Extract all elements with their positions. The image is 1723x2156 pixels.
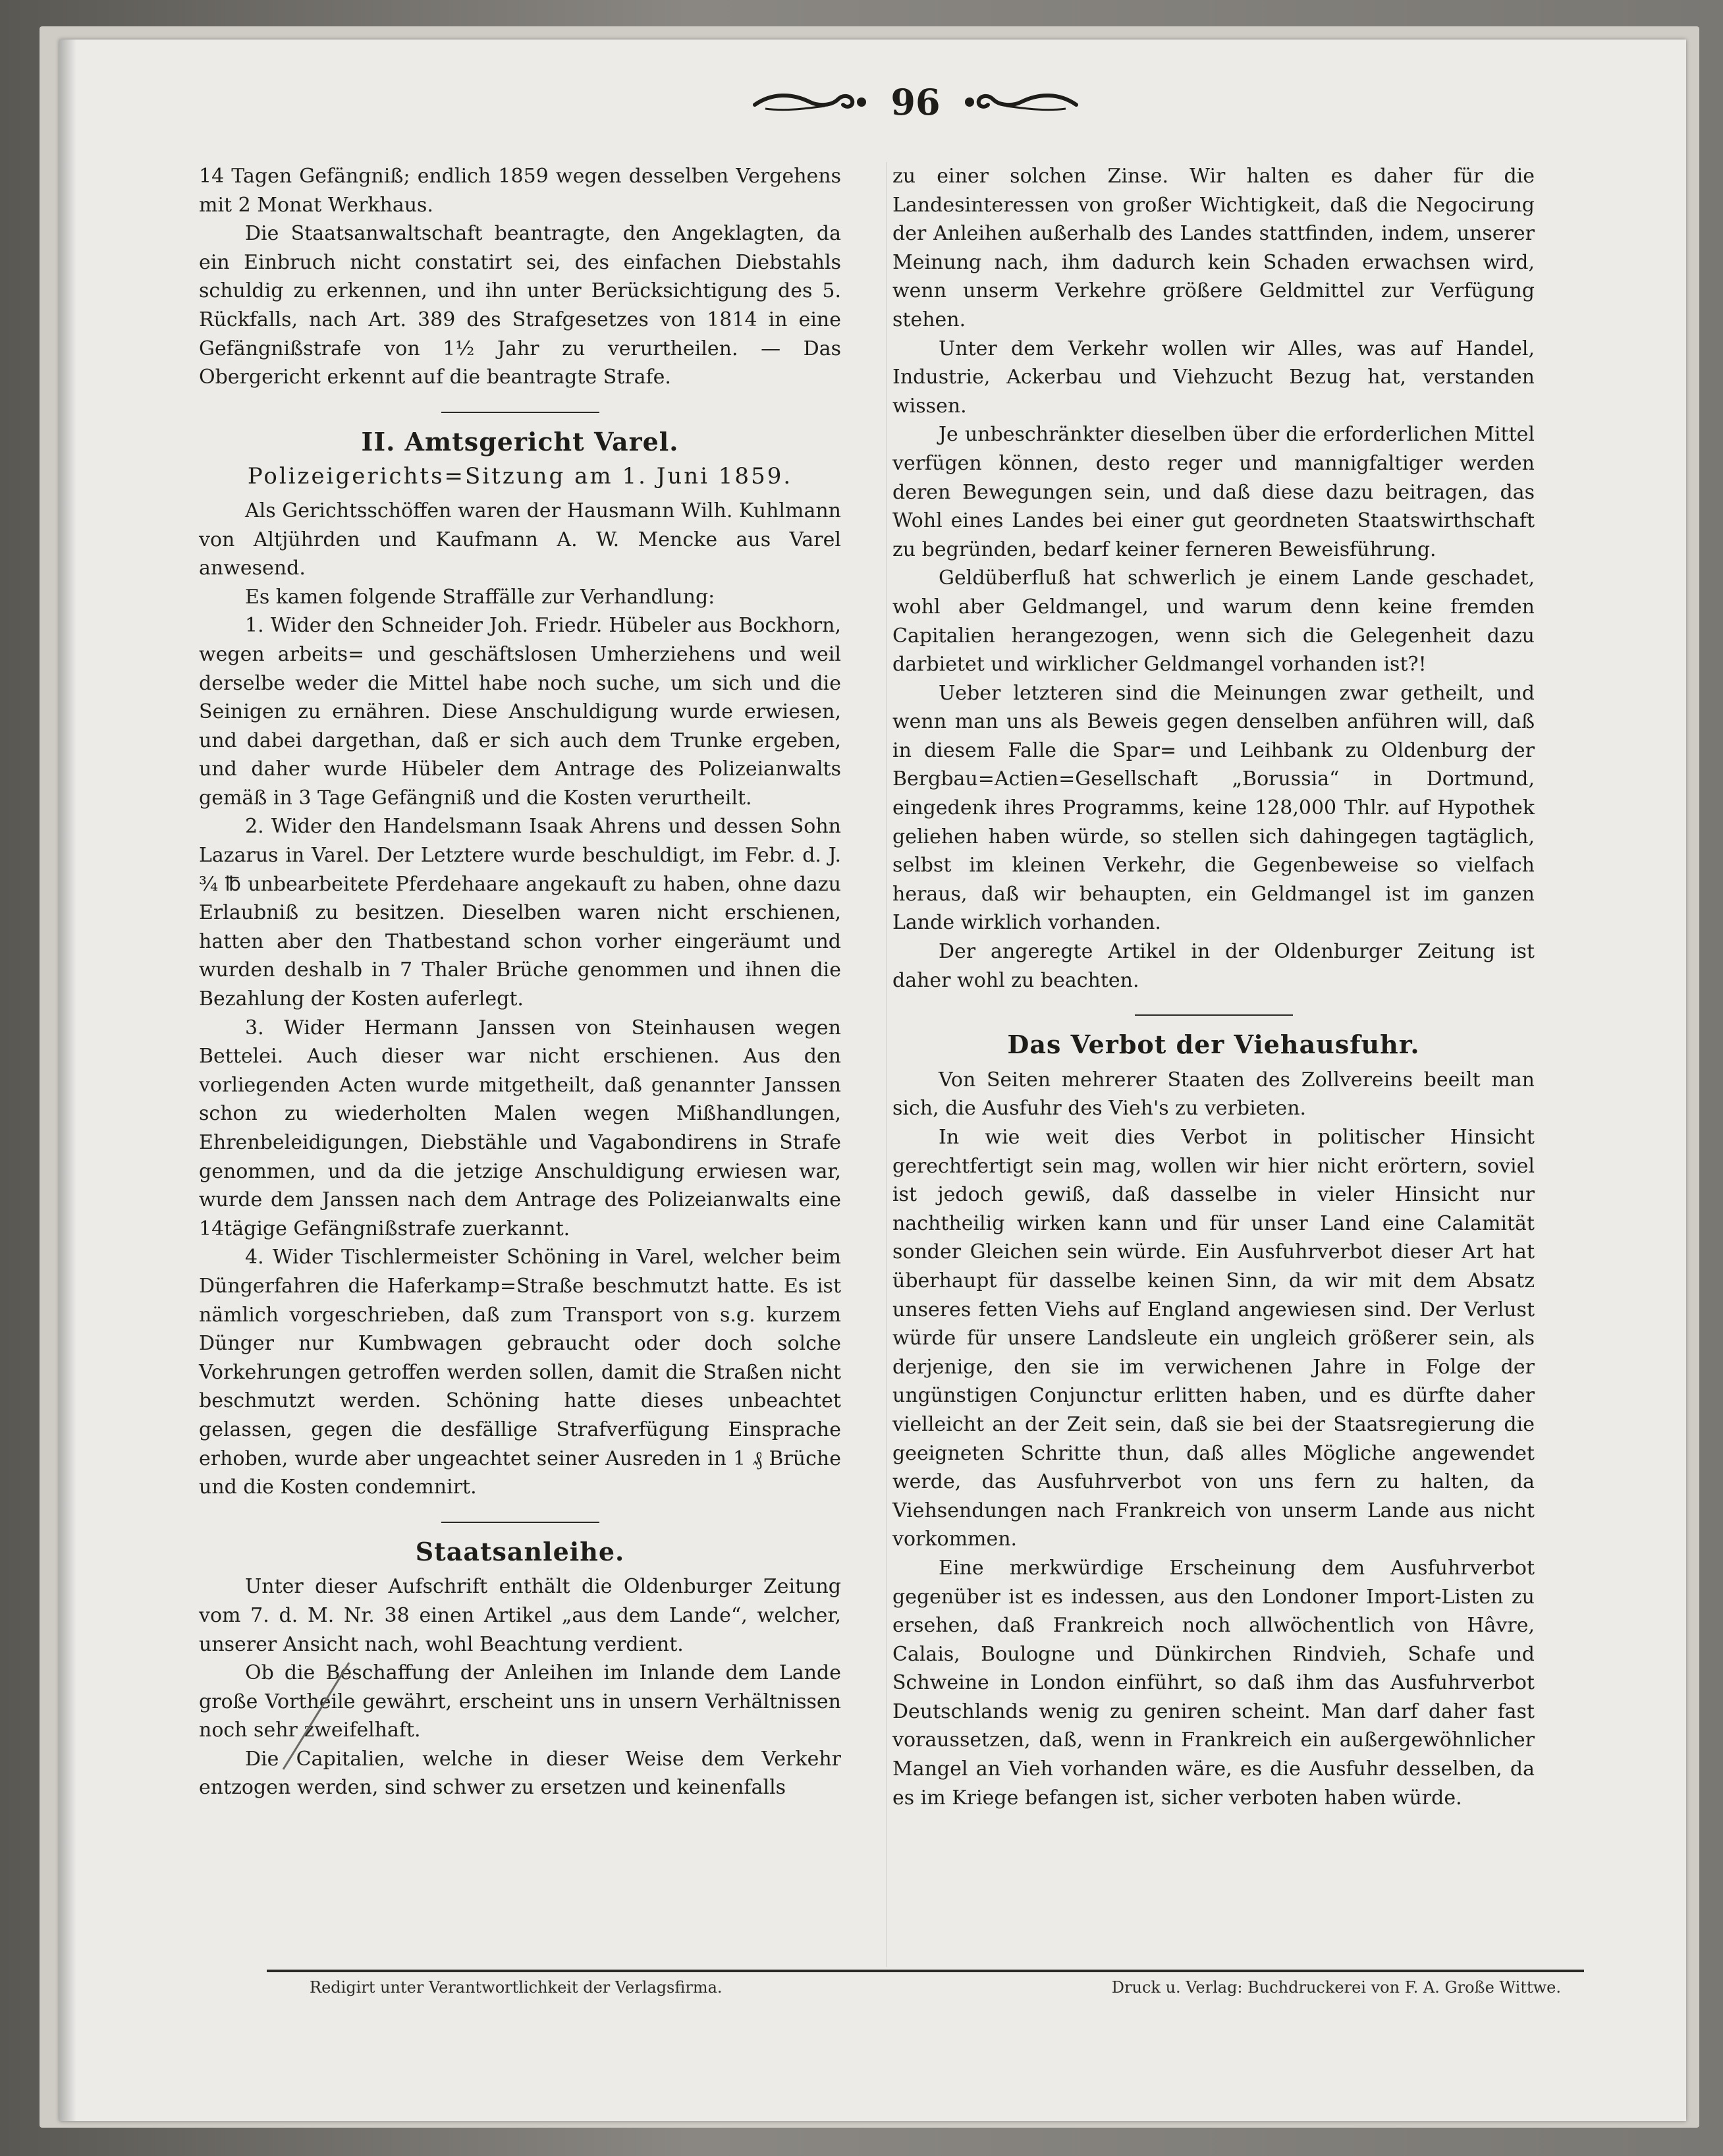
paragraph: Ob die Beschaffung der Anleihen im Inlande dem Lande große Vortheile gewährt, erscheint uns in unsern Verhältnissen noch sehr zweifelhaft. [199, 1661, 841, 1742]
paragraph: Je unbeschränkter dieselben über die erforderlichen Mittel verfügen können, desto reger und mannigfaltiger werden deren Bewegungen sein, und daß diese dazu beitragen, das Wohl eines Landes bei einer gut geordneten Staatswirthschaft zu begründen, bedarf keiner ferneren Beweisführung. [892, 423, 1535, 561]
section-divider [441, 412, 599, 413]
page-edge-shadow [59, 40, 76, 2121]
paragraph: Unter dieser Aufschrift enthält die Oldenburger Zeitung vom 7. d. M. Nr. 38 einen Artikel „aus dem Lande“, welcher, unserer Ansicht nach, wohl Beachtung verdient. [199, 1575, 841, 1656]
page-number: 96 [890, 81, 941, 123]
left-column [199, 162, 841, 1802]
paragraph: Eine merkwürdige Erscheinung dem Ausfuhrverbot gegenüber ist es indessen, aus den Londoner Import-Listen zu ersehen, daß Frankreich noch allwöchentlich von Hâvre, Calais, Boulogne und Dünkirchen Rindvieh, Schafe und Schweine in London einführt, so daß ihm das Ausfuhrverbot Deutschlands wenig zu geniren scheint. Man darf daher fast voraussetzen, daß, wenn in Frankreich ein außergewöhnlicher Mangel an Vieh vorhanden wäre, es die Ausfuhr desselben, da es im Kriege befangen ist, sicher verboten haben würde. [892, 1556, 1535, 1810]
paragraph: Geldüberfluß hat schwerlich je einem Lande geschadet, wohl aber Geldmangel, und warum denn keine fremden Capitalien herangezogen, wenn sich die Gelegenheit dazu darbietet und wirklicher Geldmangel vorhanden ist?! [892, 567, 1535, 677]
page-header [731, 66, 1100, 138]
section-heading: II. Amtsgericht Varel. [361, 426, 679, 456]
paragraph: Die Capitalien, welche in dieser Weise dem Verkehr entzogen werden, sind schwer zu ersetzen und keinenfalls [199, 1747, 841, 1800]
footer-rule [267, 1970, 1584, 1972]
column-divider [886, 162, 887, 1967]
paragraph: In wie weit dies Verbot in politischer Hinsicht gerechtfertigt sein mag, wollen wir hier nicht erörtern, soviel ist jedoch gewiß, daß dasselbe in vieler Hinsicht nur nachtheilig wirken kann und für unser Land eine Calamität sonder Gleichen sein würde. Ein Ausfuhrverbot dieser Art hat überhaupt für dasselbe keinen Sinn, da wir mit dem Absatz unseres fetten Viehs auf England angewiesen sind. Der Verlust würde für unsere Landsleute ein ungleich größerer sein, als derjenige, den sie im verwichenen Jahre in Folge der ungünstigen Conjunctur erlitten haben, und es dürfte daher vielleicht an der Zeit sein, daß sie bei der Staatsregierung die geeigneten Schritte thun, daß alles Mögliche angewendet werde, das Ausfuhrverbot von uns fern zu halten, da Viehsendungen nach Frankreich von unserm Lande aus nicht vorkommen. [892, 1126, 1535, 1551]
right-column [892, 162, 1535, 1812]
paragraph: Von Seiten mehrerer Staaten des Zollvereins beeilt man sich, die Ausfuhr des Vieh's zu verbieten. [892, 1068, 1535, 1120]
editorial-note: Redigirt unter Verantwortlichkeit der Verlagsfirma. [310, 1978, 723, 1997]
section-divider [441, 1522, 599, 1523]
article-heading: Das Verbot der Viehausfuhr. [1007, 1030, 1420, 1060]
paragraph: Es kamen folgende Straffälle zur Verhandlung: [245, 585, 715, 609]
case-item: 2. Wider den Handelsmann Isaak Ahrens und dessen Sohn Lazarus in Varel. Der Letztere wurde beschuldigt, im Febr. d. J. ¾ ℔ unbearbeitete Pferdehaare angekauft zu haben, ohne dazu Erlaubniß zu besitzen. Dieselben waren nicht erschienen, hatten aber den Thatbestand schon vorher eingeräumt und wurden deshalb in 7 Thaler Brüche genommen und ihnen die Bezahlung der Kosten auferlegt. [199, 815, 841, 1011]
pencil-slash-icon [277, 1660, 356, 1772]
paragraph: Unter dem Verkehr wollen wir Alles, was auf Handel, Industrie, Ackerbau und Viehzucht Bezug hat, verstanden wissen. [892, 337, 1535, 418]
article-heading: Staatsanleihe. [415, 1536, 625, 1566]
case-item: 4. Wider Tischlermeister Schöning in Varel, welcher beim Düngerfahren die Haferkamp=Straße beschmutzt hatte. Es ist nämlich vorgeschrieben, daß zum Transport von s.g. kurzem Dünger nur Kumbwagen gebraucht oder doch solche Vorkehrungen getroffen werden sollen, damit die Straßen nicht beschmutzt werden. Schöning hatte dieses unbeachtet gelassen, gegen die desfällige Strafverfügung Einsprache erhoben, wurde aber ungeachtet seiner Ausreden in 1 ₰ Brüche und die Kosten condemnirt. [199, 1246, 841, 1499]
page-footer [310, 1978, 1561, 2004]
paragraph: 14 Tagen Gefängniß; endlich 1859 wegen desselben Vergehens mit 2 Monat Werkhaus. [199, 165, 841, 217]
paragraph: Die Staatsanwaltschaft beantragte, den Angeklagten, da ein Einbruch nicht constatirt sei, des einfachen Diebstahls schuldig zu erkennen, und ihn unter Berücksichtigung des 5. Rückfalls, nach Art. 389 des Strafgesetzes von 1814 in eine Gefängnißstrafe von 1½ Jahr zu verurtheilen. — Das Obergericht erkennt auf die beantragte Strafe. [199, 222, 841, 389]
left-ornament-icon [752, 89, 871, 115]
paragraph: zu einer solchen Zinse. Wir halten es daher für die Landesinteressen von großer Wichtigkeit, daß die Negocirung der Anleihen außerhalb des Landes stattfinden, indem, unserer Meinung nach, ihm dadurch kein Schaden erwachsen wird, wenn unserm Verkehre größere Geldmittel zur Verfügung stehen. [892, 165, 1535, 331]
paragraph: Ueber letzteren sind die Meinungen zwar getheilt, und wenn man uns als Beweis gegen denselben anführen will, daß in diesem Falle die Spar= und Leihbank zu Oldenburg der Bergbau=Actien=Gesellschaft „Borussia“ in Dortmund, eingedenk ihres Programms, keine 128,000 Thlr. auf Hypothek geliehen haben würde, so stellen sich dahingegen tagtäglich, selbst im kleinen Verkehr, die Gegenbeweise so vielfach heraus, daß wir behaupten, ein Geldmangel ist im ganzen Lande wirklich vorhanden. [892, 681, 1535, 935]
paragraph: Der angeregte Artikel in der Oldenburger Zeitung ist daher wohl zu beachten. [892, 940, 1535, 992]
session-line: Polizeigerichts=Sitzung am 1. Juni 1859. [247, 463, 793, 490]
right-ornament-icon [960, 89, 1079, 115]
paragraph: Als Gerichtsschöffen waren der Hausmann Wilh. Kuhlmann von Altjührden und Kaufmann A. W. Mencke aus Varel anwesend. [199, 499, 841, 580]
case-item: 1. Wider den Schneider Joh. Friedr. Hübeler aus Bockhorn, wegen arbeits= und geschäftslosen Umherziehens und weil derselbe weder die Mittel habe noch suche, um sich und die Seinigen zu ernähren. Diese Anschuldigung wurde erwiesen, und dabei dargethan, daß er sich auch dem Trunke ergeben, und daher wurde Hübeler dem Antrage des Polizeianwalts gemäß in 3 Tage Gefängniß und die Kosten verurtheilt. [199, 614, 841, 810]
case-item: 3. Wider Hermann Janssen von Steinhausen wegen Bettelei. Auch dieser war nicht erschienen. Aus den vorliegenden Acten wurde mitgetheilt, daß genannter Janssen schon zu wiederholten Malen wegen Mißhandlungen, Ehrenbeleidigungen, Diebstähle und Vagabondirens in Strafe genommen, und da die jetzige Anschuldigung erwiesen war, wurde dem Janssen nach dem Antrage des Polizeianwalts eine 14tägige Gefängnißstrafe zuerkannt. [199, 1016, 841, 1240]
section-divider [1135, 1014, 1293, 1016]
printer-note: Druck u. Verlag: Buchdruckerei von F. A. Große Wittwe. [1111, 1978, 1561, 1997]
